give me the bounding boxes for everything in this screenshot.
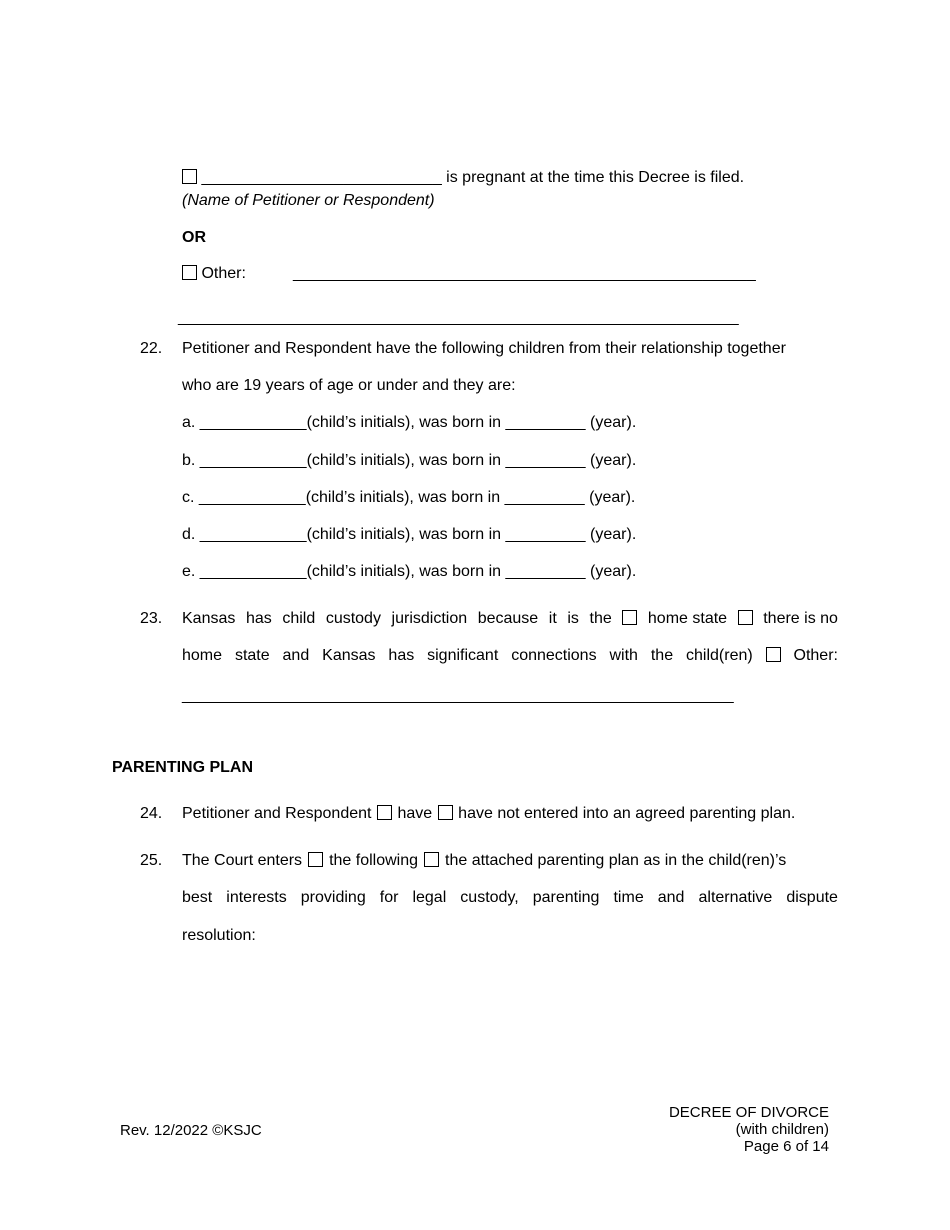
item-22-line1: Petitioner and Respondent have the following children from their relationship together: [182, 340, 786, 357]
have-checkbox[interactable]: [377, 805, 392, 820]
child-row: [182, 414, 636, 432]
jurisdiction-other-blank[interactable]: ______________________________________________________________: [182, 687, 734, 704]
pregnant-checkbox[interactable]: [182, 169, 197, 184]
item-23-word: significant: [427, 647, 499, 664]
child-year-blank[interactable]: _________: [504, 489, 585, 506]
or-label: OR: [182, 229, 206, 246]
item-24-text-a: Petitioner and Respondent: [182, 805, 372, 822]
no-home-state-checkbox[interactable]: [738, 610, 753, 625]
item-25-word: time: [613, 889, 644, 906]
item-23-word: state: [234, 647, 270, 664]
home-state-checkbox[interactable]: [622, 610, 637, 625]
child-letter: a.: [182, 414, 196, 431]
other-label: Other:: [201, 265, 246, 282]
item-23-word: has: [245, 610, 272, 627]
item-23-word: child(ren): [686, 647, 753, 664]
child-end-text: (year).: [590, 452, 637, 469]
item-23-word: jurisdiction: [391, 610, 468, 627]
item-25-word: providing: [300, 889, 366, 906]
child-year-blank[interactable]: _________: [505, 452, 586, 469]
child-year-blank[interactable]: _________: [505, 563, 586, 580]
item-23-word: Kansas: [182, 610, 236, 627]
item-22-line2: who are 19 years of age or under and they are:: [182, 377, 516, 394]
item-23-word: custody: [325, 610, 381, 627]
child-row: [182, 526, 636, 544]
item-23-word: has: [388, 647, 415, 664]
no-home-state-label: there is no: [763, 610, 838, 627]
pregnant-caption: (Name of Petitioner or Respondent): [182, 192, 435, 209]
item-22-number: 22.: [140, 340, 163, 357]
following-plan-checkbox[interactable]: [308, 852, 323, 867]
child-mid-text: (child’s initials), was born in: [305, 489, 501, 506]
attached-plan-checkbox[interactable]: [424, 852, 439, 867]
child-year-blank[interactable]: _________: [505, 414, 586, 431]
item-23-word: the: [650, 647, 674, 664]
child-mid-text: (child’s initials), was born in: [306, 414, 502, 431]
other-blank[interactable]: ____________________________________________________: [293, 265, 756, 282]
child-mid-text: (child’s initials), was born in: [306, 563, 502, 580]
child-end-text: (year).: [590, 563, 637, 580]
item-23-word: child: [282, 610, 316, 627]
item-23-word: because: [477, 610, 539, 627]
child-initials-blank[interactable]: ____________: [198, 489, 306, 506]
item-25-word: for: [379, 889, 399, 906]
footer-doc-info: [669, 1104, 829, 1155]
child-end-text: (year).: [590, 526, 637, 543]
other-line: [182, 265, 246, 283]
other-checkbox[interactable]: [182, 265, 197, 280]
pregnant-text: is pregnant at the time this Decree is filed.: [446, 169, 745, 186]
child-letter: c.: [182, 489, 195, 506]
child-initials-blank[interactable]: ____________: [199, 526, 307, 543]
footer-title: DECREE OF DIVORCE: [668, 1104, 829, 1121]
item-23-line2: [182, 647, 838, 665]
item-24-number: 24.: [140, 805, 163, 822]
footer-page-number: Page 6 of 14: [743, 1138, 829, 1155]
footer-subtitle: (with children): [735, 1121, 829, 1138]
child-end-text: (year).: [590, 414, 637, 431]
item-25-word: parenting: [532, 889, 600, 906]
child-year-blank[interactable]: _________: [505, 526, 586, 543]
item-25-line1: [182, 852, 838, 870]
child-initials-blank[interactable]: ____________: [199, 452, 307, 469]
child-mid-text: (child’s initials), was born in: [306, 452, 502, 469]
item-24-text-b: have: [397, 805, 433, 822]
child-letter: d.: [182, 526, 196, 543]
item-25-line3: resolution:: [182, 927, 256, 944]
child-row: [182, 563, 636, 581]
item-25-word: best: [182, 889, 213, 906]
child-end-text: (year).: [589, 489, 636, 506]
child-row: [182, 452, 636, 470]
section-heading: PARENTING PLAN: [112, 759, 254, 776]
item-25-word: dispute: [786, 889, 838, 906]
item-25-word: custody,: [460, 889, 519, 906]
item-25-word: interests: [226, 889, 287, 906]
item-23-word: with: [609, 647, 638, 664]
item-23-number: 23.: [140, 610, 163, 627]
item-25-word: legal: [412, 889, 447, 906]
item-23-word: home: [182, 647, 223, 664]
item-25-line2: [182, 889, 838, 907]
home-state-label: home state: [647, 610, 728, 627]
child-mid-text: (child’s initials), was born in: [306, 526, 502, 543]
item-23-word: the: [589, 610, 612, 627]
item-23-word: connections: [511, 647, 597, 664]
child-row: [182, 489, 635, 507]
item-23-word: is: [567, 610, 579, 627]
item-23-word: it: [548, 610, 557, 627]
footer-revision: Rev. 12/2022 ©KSJC: [120, 1122, 262, 1139]
item-25-number: 25.: [140, 852, 163, 869]
jurisdiction-other-label: Other:: [793, 647, 838, 664]
child-initials-blank[interactable]: ____________: [199, 414, 307, 431]
pregnancy-line: [182, 169, 744, 187]
child-letter: e.: [182, 563, 196, 580]
item-23-line1: [182, 610, 838, 628]
item-25-text-c: the attached parenting plan as in the child(ren)’s: [445, 852, 787, 869]
item-25-word: alternative: [698, 889, 773, 906]
item-25-word: and: [657, 889, 685, 906]
child-initials-blank[interactable]: ____________: [199, 563, 307, 580]
other-blank-line2[interactable]: _______________________________________________________________: [178, 309, 739, 326]
item-23-word: Kansas: [322, 647, 376, 664]
item-25-text-b: the following: [329, 852, 419, 869]
child-letter: b.: [182, 452, 196, 469]
jurisdiction-other-checkbox[interactable]: [766, 647, 781, 662]
item-23-word: and: [282, 647, 310, 664]
item-25-text-a: The Court enters: [182, 852, 303, 869]
item-24-text-c: have not entered into an agreed parenting plan.: [458, 805, 796, 822]
have-not-checkbox[interactable]: [438, 805, 453, 820]
pregnant-name-blank[interactable]: ___________________________: [201, 169, 442, 186]
item-24-line: [182, 805, 838, 823]
